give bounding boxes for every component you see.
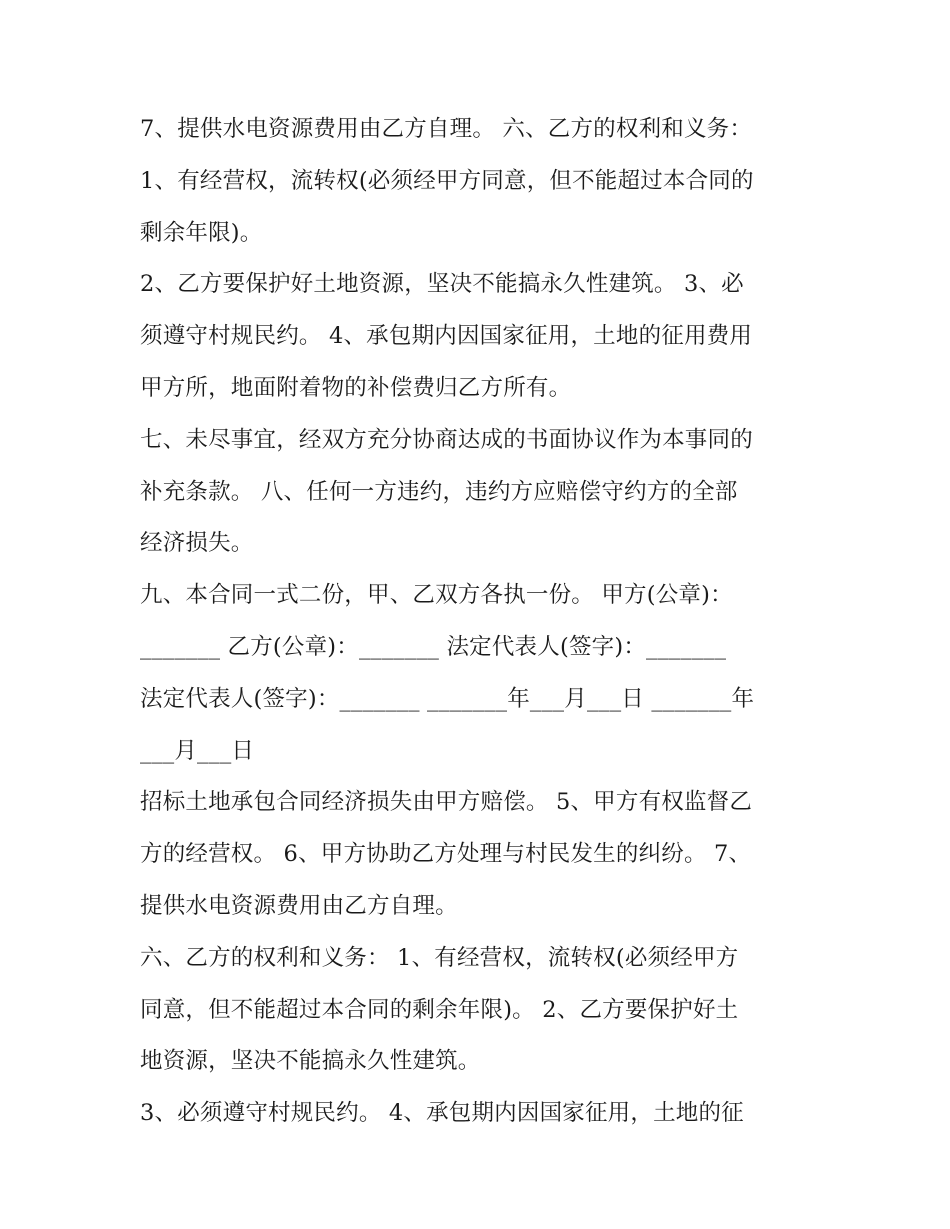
text-line: ___月___日 [140,737,255,764]
text-line: 甲方所，地面附着物的补偿费归乙方所有。 [140,374,572,401]
paragraph-land-protection [140,259,820,414]
paragraph-party-b-rights [140,933,820,1088]
paragraph-village-rules [140,1088,820,1140]
text-line: 提供水电资源费用由乙方自理。 [140,892,458,919]
text-line: 经济损失。 [140,530,254,557]
text-line: 七、未尽事宜，经双方充分协商达成的书面协议作为本事同的 [140,426,753,453]
text-line: 九、本合同一式二份，甲、乙双方各执一份。 甲方(公章)： [140,582,733,609]
text-line: 须遵守村规民约。 4、承包期内因国家征用，土地的征用费用 [140,323,753,350]
text-line: 六、乙方的权利和义务： 1、有经营权，流转权(必须经甲方 [140,944,739,971]
text-line: 法定代表人(签字)：_______ _______年___月___日 _______年 [140,685,755,712]
paragraph-compensation-and-supervision [140,777,820,932]
text-line: 2、乙方要保护好土地资源，坚决不能搞永久性建筑。 3、必 [140,271,744,298]
text-line: _______ 乙方(公章)：_______ 法定代表人(签字)：_______ [140,633,727,660]
text-line: 3、必须遵守村规民约。 4、承包期内因国家征用，土地的征 [140,1100,744,1127]
text-line: 1、有经营权，流转权(必须经甲方同意，但不能超过本合同的 [140,167,754,194]
text-line: 方的经营权。 6、甲方协助乙方处理与村民发生的纠纷。 7、 [140,841,752,868]
text-line: 补充条款。 八、任何一方违约，违约方应赔偿守约方的全部 [140,478,738,505]
text-line: 7、提供水电资源费用由乙方自理。 六、乙方的权利和义务： [140,116,753,142]
paragraph-signature-block [140,570,820,777]
paragraph-supplementary-terms [140,415,820,570]
text-line: 地资源，坚决不能搞永久性建筑。 [140,1048,481,1075]
text-line: 同意，但不能超过本合同的剩余年限)。 2、乙方要保护好土 [140,996,739,1023]
text-line: 招标土地承包合同经济损失由甲方赔偿。 5、甲方有权监督乙 [140,789,753,816]
document-body [140,104,820,1140]
text-line: 剩余年限)。 [140,219,263,246]
paragraph-water-electricity-and-rights [140,104,820,259]
